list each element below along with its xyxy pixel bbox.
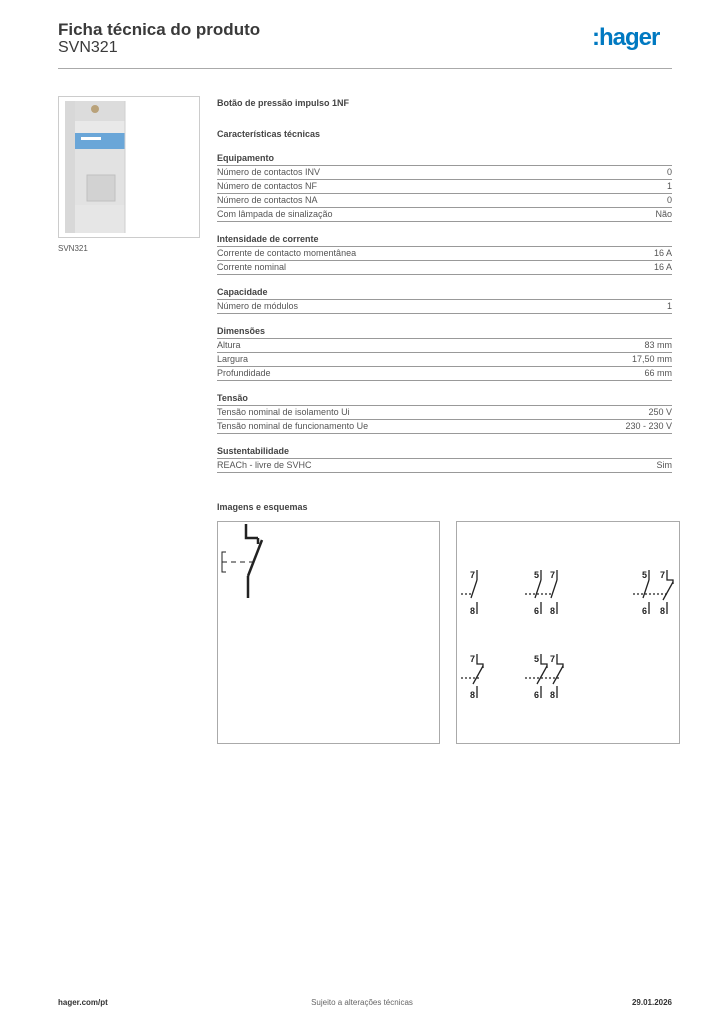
specifications	[217, 96, 672, 473]
spec-label: REACh - livre de SVHC	[217, 460, 312, 470]
spec-label: Altura	[217, 340, 241, 350]
s3-bottom-a-label: 6	[642, 606, 648, 616]
s1-top-label: 7	[470, 570, 476, 580]
footer-date: 29.01.2026	[631, 998, 672, 1007]
spec-group-title: Tensão	[217, 392, 672, 406]
s4-top-label: 7	[470, 654, 476, 664]
spec-row	[217, 367, 672, 381]
schematic-symbol-box	[217, 521, 440, 744]
spec-value: Sim	[656, 460, 672, 470]
s2-top-b-label: 7	[550, 570, 556, 580]
spec-value: 0	[666, 167, 672, 177]
spec-row	[217, 247, 672, 261]
spec-group-title: Intensidade de corrente	[217, 233, 672, 247]
spec-row	[217, 208, 672, 222]
s2-bottom-a-label: 6	[534, 606, 540, 616]
s3-bottom-b-label: 8	[660, 606, 666, 616]
spec-value: 1	[666, 301, 672, 311]
product-image	[58, 96, 200, 238]
footer-notice: Sujeito a alterações técnicas	[311, 998, 413, 1007]
spec-group	[217, 325, 672, 381]
spec-row	[217, 459, 672, 473]
images-heading: Imagens e esquemas	[217, 502, 308, 512]
spec-row	[217, 406, 672, 420]
spec-value: 16 A	[653, 248, 672, 258]
s3-top-a-label: 5	[642, 570, 648, 580]
s5-bottom-b-label: 8	[550, 690, 556, 700]
s1-bottom-label: 8	[470, 606, 476, 616]
spec-groups	[217, 152, 672, 473]
spec-row	[217, 166, 672, 180]
spec-group	[217, 286, 672, 314]
header-divider	[58, 68, 672, 69]
spec-value: Não	[655, 209, 672, 219]
wiring-diagrams-box	[456, 521, 680, 744]
spec-value: 0	[666, 195, 672, 205]
push-button-nc-symbol	[222, 524, 262, 598]
spec-group-title: Dimensões	[217, 325, 672, 339]
spec-group-title: Equipamento	[217, 152, 672, 166]
spec-value: 83 mm	[644, 340, 672, 350]
spec-row	[217, 353, 672, 367]
spec-label: Número de módulos	[217, 301, 299, 311]
product-name: Botão de pressão impulso 1NF	[217, 98, 350, 108]
spec-label: Número de contactos INV	[217, 167, 321, 177]
brand-logo: :hager	[592, 24, 660, 51]
s4-bottom-label: 8	[470, 690, 476, 700]
spec-label: Profundidade	[217, 368, 271, 378]
page-title: Ficha técnica do produto	[58, 20, 261, 39]
schematic-3	[633, 570, 673, 614]
spec-group-title: Sustentabilidade	[217, 445, 672, 459]
spec-label: Corrente de contacto momentânea	[217, 248, 357, 258]
spec-row	[217, 339, 672, 353]
s5-bottom-a-label: 6	[534, 690, 540, 700]
spec-label: Corrente nominal	[217, 262, 287, 272]
logo-text: hager	[599, 24, 660, 51]
spec-label: Com lâmpada de sinalização	[217, 209, 333, 219]
s5-top-a-label: 5	[534, 654, 540, 664]
s5-top-b-label: 7	[550, 654, 556, 664]
spec-label: Número de contactos NF	[217, 181, 318, 191]
spec-label: Tensão nominal de funcionamento Ue	[217, 421, 369, 431]
spec-group	[217, 233, 672, 275]
product-reference: SVN321	[58, 39, 118, 56]
s3-top-b-label: 7	[660, 570, 666, 580]
spec-label: Largura	[217, 354, 249, 364]
schematic-5	[525, 654, 563, 698]
spec-row	[217, 194, 672, 208]
s2-top-a-label: 5	[534, 570, 540, 580]
spec-row	[217, 180, 672, 194]
spec-label: Tensão nominal de isolamento Ui	[217, 407, 350, 417]
spec-value: 1	[666, 181, 672, 191]
spec-label: Número de contactos NA	[217, 195, 318, 205]
spec-group	[217, 392, 672, 434]
specs-heading: Características técnicas	[217, 129, 321, 139]
spec-value: 230 - 230 V	[625, 421, 672, 431]
spec-group-title: Capacidade	[217, 286, 672, 300]
spec-value: 16 A	[653, 262, 672, 272]
spec-row	[217, 261, 672, 275]
spec-row	[217, 300, 672, 314]
spec-group	[217, 445, 672, 473]
spec-value: 17,50 mm	[631, 354, 672, 364]
spec-group	[217, 152, 672, 222]
spec-row	[217, 420, 672, 434]
product-image-caption: SVN321	[58, 244, 88, 253]
spec-value: 66 mm	[644, 368, 672, 378]
spec-value: 250 V	[648, 407, 672, 417]
s2-bottom-b-label: 8	[550, 606, 556, 616]
footer-website: hager.com/pt	[58, 998, 108, 1007]
